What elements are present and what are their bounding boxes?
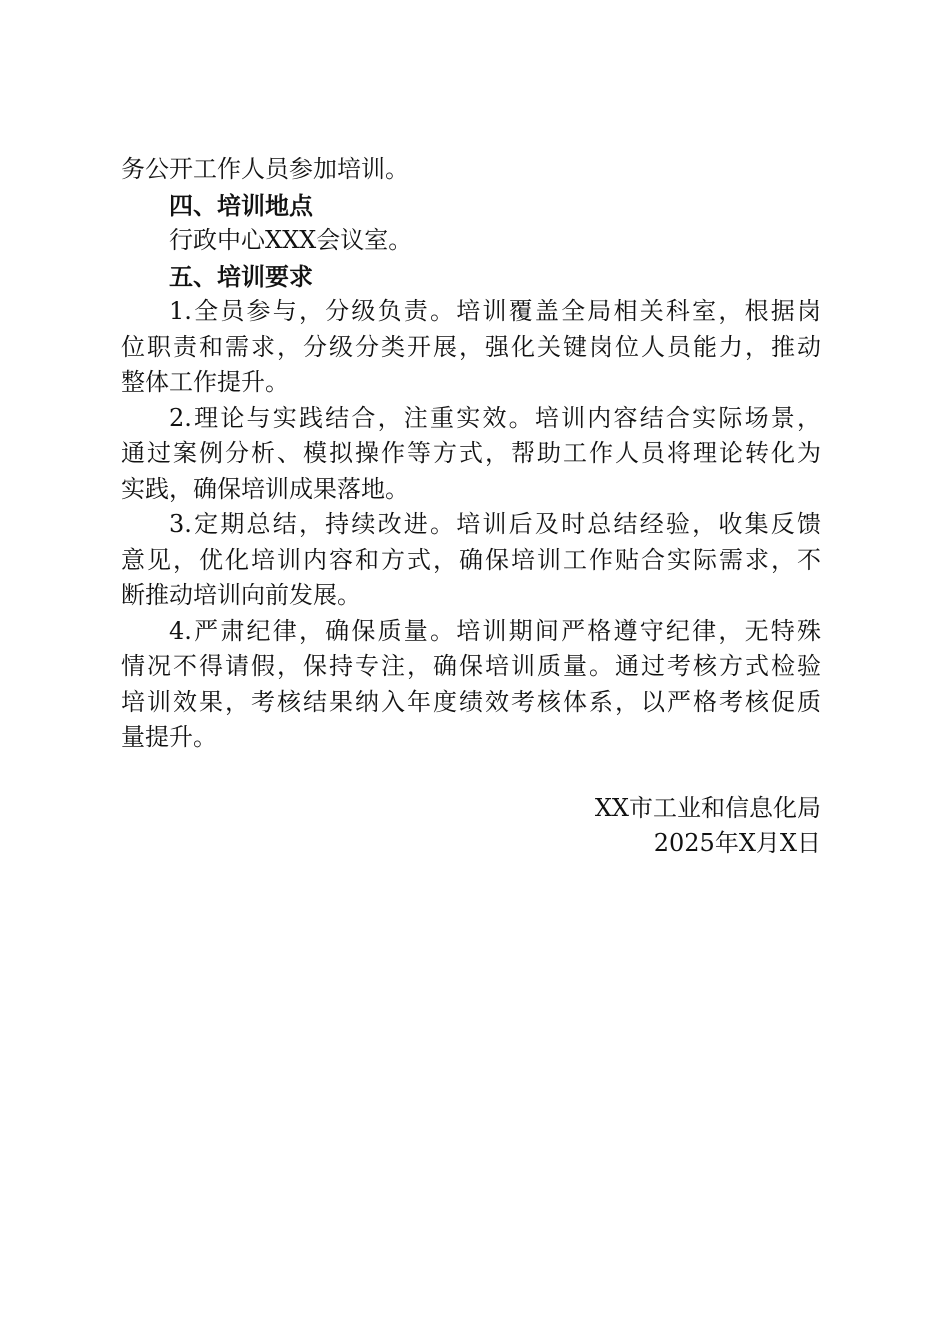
requirement-item-3 — [121, 507, 821, 614]
requirement-item-4 — [121, 614, 821, 756]
spacer — [121, 756, 821, 791]
paragraph-line: 1.全员参与，分级负责。培训覆盖全局相关科室，根据岗 — [169, 297, 821, 325]
document-page — [121, 152, 821, 862]
requirement-item-1 — [121, 294, 821, 401]
paragraph-line: 位职责和需求，分级分类开展，强化关键岗位人员能力，推动 — [121, 332, 821, 361]
paragraph-line: 意见，优化培训内容和方式，确保培训工作贴合实际需求，不 — [121, 545, 821, 574]
section-4-body: 行政中心XXX会议室。 — [169, 226, 413, 254]
paragraph-line: 断推动培训向前发展。 — [121, 581, 361, 609]
paragraph-line: 培训效果，考核结果纳入年度绩效考核体系，以严格考核促质 — [121, 687, 821, 716]
signature-date: 2025年X月X日 — [653, 829, 821, 857]
section-4-heading: 四、培训地点 — [169, 190, 313, 220]
signature-organization: XX市工业和信息化局 — [594, 793, 821, 822]
continuation-line: 务公开工作人员参加培训。 — [121, 155, 409, 183]
paragraph-line: 量提升。 — [121, 723, 217, 751]
paragraph-line: 4.严肃纪律，确保质量。培训期间严格遵守纪律，无特殊 — [169, 616, 821, 645]
paragraph-line: 整体工作提升。 — [121, 368, 289, 396]
paragraph-line: 实践，确保培训成果落地。 — [121, 474, 409, 503]
paragraph-line: 通过案例分析、模拟操作等方式，帮助工作人员将理论转化为 — [121, 439, 821, 467]
requirement-item-2 — [121, 401, 821, 508]
paragraph-line: 3.定期总结，持续改进。培训后及时总结经验，收集反馈 — [169, 510, 821, 538]
paragraph-line: 2.理论与实践结合，注重实效。培训内容结合实际场景， — [169, 403, 821, 432]
paragraph-line: 情况不得请假，保持专注，确保培训质量。通过考核方式检验 — [121, 652, 821, 680]
section-5-heading: 五、培训要求 — [169, 261, 313, 291]
